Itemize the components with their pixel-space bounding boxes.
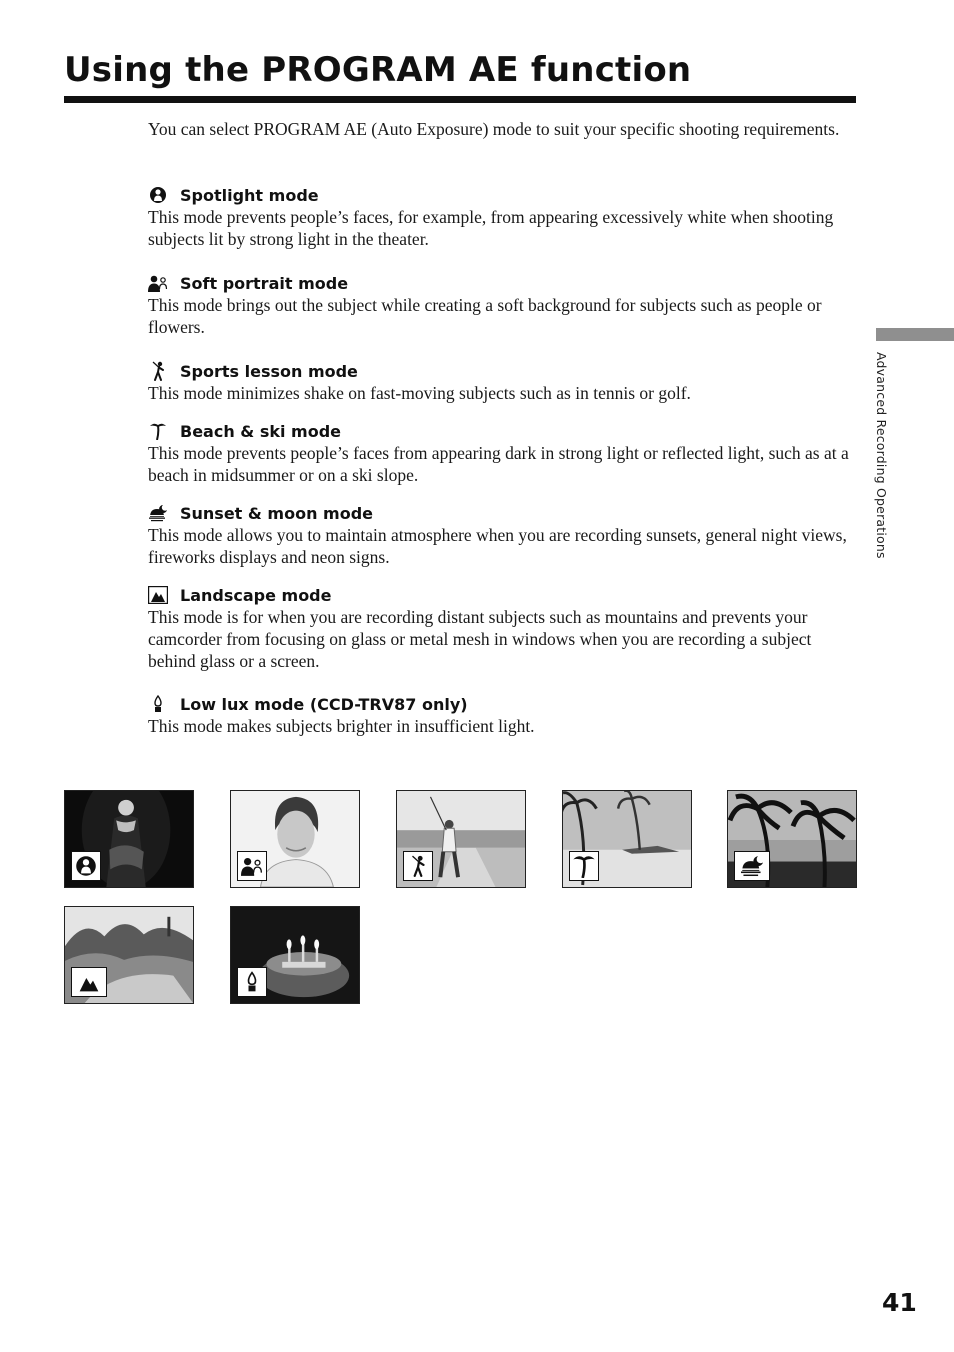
spotlight-icon bbox=[148, 185, 168, 205]
landscape-icon bbox=[148, 585, 168, 605]
mode-name: Soft portrait mode bbox=[180, 273, 349, 293]
mode-description: This mode minimizes shake on fast-moving subjects such as in tennis or golf. bbox=[148, 383, 691, 403]
sports-lesson-icon bbox=[403, 851, 433, 881]
mode-landscape bbox=[148, 584, 860, 672]
mode-description: This mode prevents people’s faces from appearing dark in strong light or reflected light, such as at a beach in midsummer or on a ski slope. bbox=[148, 443, 849, 485]
soft-portrait-icon bbox=[237, 851, 267, 881]
spotlight-sample-image bbox=[64, 790, 194, 888]
mode-description: This mode allows you to maintain atmosphere when you are recording sunsets, general night views, fireworks displays and neon signs. bbox=[148, 525, 847, 567]
mode-low-lux bbox=[148, 693, 860, 737]
soft-portrait-icon bbox=[148, 273, 168, 293]
page-number: 41 bbox=[882, 1288, 917, 1317]
beach-ski-sample-image bbox=[562, 790, 692, 888]
mode-name: Low lux mode (CCD-TRV87 only) bbox=[180, 694, 468, 714]
section-side-label: Advanced Recording Operations bbox=[874, 352, 889, 559]
page-title: Using the PROGRAM AE function bbox=[64, 50, 692, 90]
sunset-moon-icon bbox=[734, 851, 770, 881]
sunset-moon-icon bbox=[148, 503, 168, 523]
spotlight-icon bbox=[71, 851, 101, 881]
low-lux-sample-image bbox=[230, 906, 360, 1004]
mode-spotlight bbox=[148, 184, 860, 250]
sports-lesson-sample-image bbox=[396, 790, 526, 888]
mode-name: Beach & ski mode bbox=[180, 421, 341, 441]
soft-portrait-sample-image bbox=[230, 790, 360, 888]
low-lux-icon bbox=[148, 694, 168, 714]
sports-lesson-icon bbox=[148, 361, 168, 381]
mode-name: Sunset & moon mode bbox=[180, 503, 374, 523]
mode-sports-lesson bbox=[148, 360, 860, 404]
beach-ski-icon bbox=[569, 851, 599, 881]
mode-description: This mode makes subjects brighter in insufficient light. bbox=[148, 716, 535, 736]
beach-ski-icon bbox=[148, 421, 168, 441]
mode-description: This mode prevents people’s faces, for example, from appearing excessively white when shooting subjects lit by strong light in the theater. bbox=[148, 207, 834, 249]
sunset-moon-sample-image bbox=[727, 790, 857, 888]
mode-description: This mode brings out the subject while creating a soft background for subjects such as people or flowers. bbox=[148, 295, 822, 337]
landscape-icon bbox=[71, 967, 107, 997]
landscape-sample-image bbox=[64, 906, 194, 1004]
section-tab-marker bbox=[876, 328, 954, 341]
mode-beach-ski bbox=[148, 420, 860, 486]
intro-paragraph: You can select PROGRAM AE (Auto Exposure) mode to suit your specific shooting requirements. bbox=[148, 119, 840, 139]
mode-name: Sports lesson mode bbox=[180, 361, 358, 381]
title-rule bbox=[64, 96, 856, 103]
low-lux-icon bbox=[237, 967, 267, 997]
mode-sunset-moon bbox=[148, 502, 860, 568]
mode-soft-portrait bbox=[148, 272, 860, 338]
mode-name: Landscape mode bbox=[180, 585, 332, 605]
mode-name: Spotlight mode bbox=[180, 185, 319, 205]
mode-description: This mode is for when you are recording distant subjects such as mountains and prevents your camcorder from focusing on glass or metal mesh in windows when you are recording a subject behind glass or a screen. bbox=[148, 607, 812, 671]
